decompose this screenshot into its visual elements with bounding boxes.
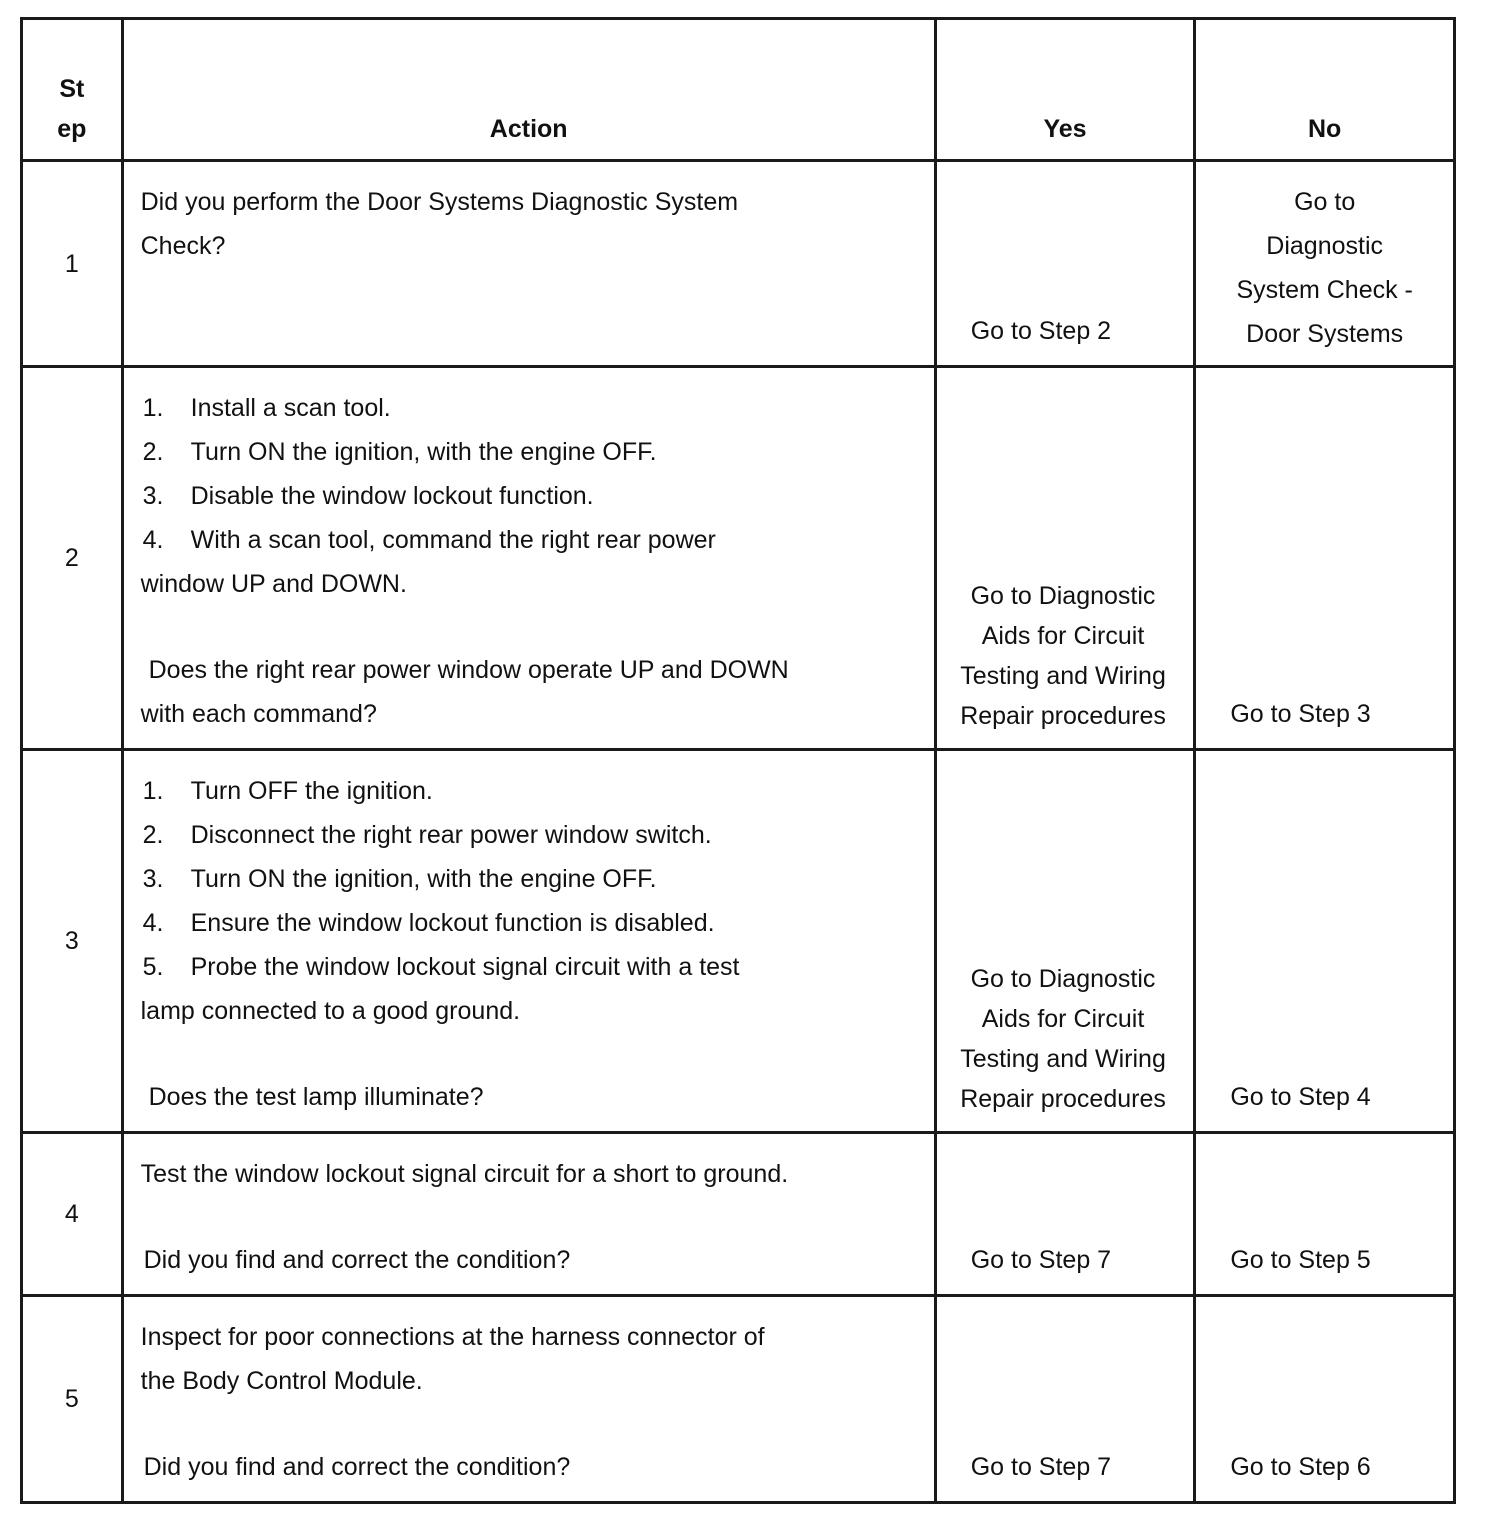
no-line: Diagnostic [1266,232,1384,260]
action-continuation: lamp connected to a good ground. [140,997,521,1025]
question-line: with each command? [140,700,377,728]
list-item-text: Turn OFF the ignition. [190,777,433,805]
table-header-row [22,19,1455,161]
diagnostic-table [20,17,1456,1504]
action-line: Inspect for poor connections at the harness connector of [140,1323,765,1351]
step-number: 4 [22,1133,123,1296]
no-cell [1195,367,1455,750]
list-item-number: 4. [142,909,164,937]
action-cell [122,367,935,750]
list-item-number: 2. [142,821,164,849]
header-step [22,19,123,161]
yes-line: Go to Diagnostic [970,965,1156,993]
list-item-text: Turn ON the ignition, with the engine OFF. [190,438,657,466]
action-line: Check? [140,232,226,260]
yes-line: Go to Diagnostic [970,582,1156,610]
table-row [22,367,1455,750]
step-number: 3 [22,750,123,1133]
list-item-number: 1. [142,777,164,805]
list-item-number: 5. [142,953,164,981]
action-cell [122,750,935,1133]
question-line: Does the test lamp illuminate? [148,1083,484,1111]
yes-cell[interactable] [935,750,1195,1133]
action-line: Test the window lockout signal circuit for a short to ground. [140,1160,789,1188]
list-item [141,430,914,474]
no-link[interactable]: Go to Step 4 [1230,1083,1371,1111]
no-link[interactable]: Go to Step 6 [1230,1453,1371,1481]
yes-link[interactable]: Go to Step 7 [970,1246,1112,1274]
list-item-text: Probe the window lockout signal circuit with a test [190,953,740,981]
action-continuation: window UP and DOWN. [140,570,407,598]
step-number: 5 [22,1296,123,1503]
list-item [141,474,914,518]
yes-link[interactable]: Go to Step 7 [970,1453,1112,1481]
yes-cell[interactable] [935,367,1195,750]
table-row [22,161,1455,367]
list-item-text: Ensure the window lockout function is disabled. [190,909,715,937]
list-item [141,769,914,813]
list-item [141,901,914,945]
list-item-text: With a scan tool, command the right rear power [190,526,716,554]
list-item-text: Disconnect the right rear power window switch. [190,821,712,849]
list-item-number: 3. [142,482,164,510]
action-line: Did you perform the Door Systems Diagnostic System [140,188,739,216]
no-cell [1195,750,1455,1133]
action-line: the Body Control Module. [140,1367,423,1395]
action-cell [122,1133,935,1296]
no-line: System Check - [1236,276,1413,304]
yes-cell [935,1296,1195,1503]
list-item [141,813,914,857]
no-cell [1195,1296,1455,1503]
header-yes: Yes [935,19,1195,161]
list-item-text: Install a scan tool. [190,394,391,422]
header-no: No [1195,19,1455,161]
spacer [141,1196,914,1238]
yes-line: Aids for Circuit [981,622,1145,650]
no-line: Door Systems [1246,320,1404,348]
list-item-text: Disable the window lockout function. [190,482,594,510]
yes-line: Testing and Wiring [960,662,1166,690]
step-number: 1 [22,161,123,367]
action-cell [122,1296,935,1503]
action-cell [122,161,935,367]
step-number: 2 [22,367,123,750]
spacer [141,606,914,648]
no-cell [1195,1133,1455,1296]
yes-line: Testing and Wiring [960,1045,1166,1073]
table-row [22,1296,1455,1503]
yes-link[interactable]: Go to Step 2 [970,317,1112,345]
no-cell[interactable] [1195,161,1455,367]
list-item [141,386,914,430]
yes-line: Repair procedures [960,702,1166,730]
question-line: Does the right rear power window operate UP and DOWN [148,656,789,684]
list-item [141,945,914,989]
yes-line: Aids for Circuit [981,1005,1145,1033]
list-item [141,857,914,901]
question-line: Did you find and correct the condition? [143,1453,571,1481]
yes-line: Repair procedures [960,1085,1166,1113]
spacer [141,1033,914,1075]
yes-cell [935,1133,1195,1296]
header-step-line1: St [59,75,85,103]
list-item-number: 2. [142,438,164,466]
no-link[interactable]: Go to Step 5 [1230,1246,1371,1274]
table-row [22,1133,1455,1296]
list-item-number: 4. [142,526,164,554]
yes-cell [935,161,1195,367]
no-link[interactable]: Go to Step 3 [1230,700,1371,728]
list-item [141,518,914,562]
question-line: Did you find and correct the condition? [143,1246,571,1274]
header-action: Action [122,19,935,161]
list-item-number: 1. [142,394,164,422]
list-item-number: 3. [142,865,164,893]
spacer [141,1403,914,1445]
list-item-text: Turn ON the ignition, with the engine OFF. [190,865,657,893]
no-line: Go to [1294,188,1356,216]
header-step-line2: ep [57,115,87,143]
table-row [22,750,1455,1133]
